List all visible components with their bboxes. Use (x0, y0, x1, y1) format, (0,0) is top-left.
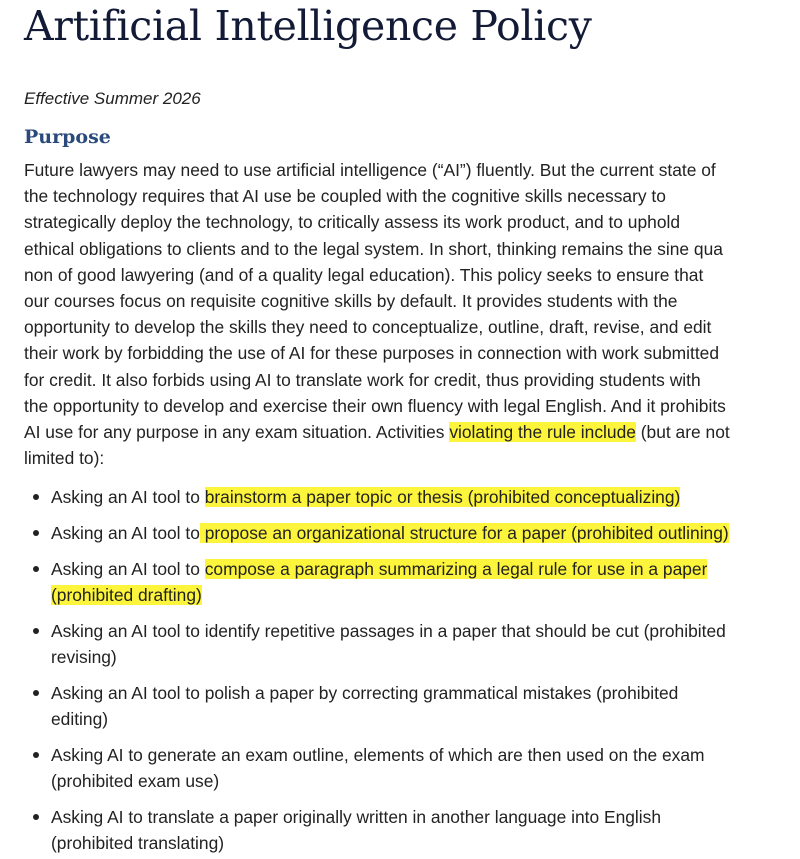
text-line (51, 644, 794, 670)
text-segment: Asking AI to translate a paper originally written in another language into English (51, 807, 662, 827)
prohibited-activities-list (24, 484, 794, 859)
effective-date: Effective Summer 2026 (24, 89, 201, 108)
text-segment: editing) (51, 709, 109, 729)
text-segment: Asking an AI tool to identify repetitive passages in a paper that should be cut (prohibited (51, 621, 726, 641)
text-segment: Asking an AI tool to polish a paper by correcting grammatical mistakes (prohibited (51, 683, 679, 703)
bullet-icon (33, 690, 39, 696)
bullet-icon (33, 494, 39, 500)
text-line (24, 157, 794, 183)
bullet-icon (33, 530, 39, 536)
list-item (24, 618, 794, 670)
text-line (51, 484, 794, 510)
text-segment: the opportunity to develop and exercise their own fluency with legal English. And it prohibits (24, 395, 726, 416)
highlighted-text: compose a paragraph summarizing a legal rule for use in a paper (204, 559, 708, 579)
text-segment: revising) (51, 647, 117, 667)
text-line (24, 183, 794, 209)
text-line (51, 768, 794, 794)
text-segment: for credit. It also forbids using AI to translate work for credit, thus providing students with (24, 369, 701, 390)
text-line (24, 236, 794, 262)
bullet-icon (33, 628, 39, 634)
list-item (24, 680, 794, 732)
text-line (51, 556, 794, 582)
text-segment: strategically deploy the technology, to critically assess its work product, and to uphold (24, 212, 681, 233)
text-segment: Asking an AI tool to (51, 559, 205, 579)
list-item (24, 742, 794, 794)
text-line (24, 262, 794, 288)
text-segment: non of good lawyering (and of a quality legal education). This policy seeks to ensure that (24, 264, 704, 285)
purpose-paragraph (24, 157, 794, 471)
text-segment: opportunity to develop the skills they need to conceptualize, outline, draft, revise, and edit (24, 317, 712, 338)
text-line (24, 367, 794, 393)
text-segment: AI use for any purpose in any exam situation. Activities (24, 422, 450, 443)
text-segment: Future lawyers may need to use artificial intelligence (“AI”) fluently. But the current state of (24, 160, 716, 180)
highlighted-text: propose an organizational structure for a paper (prohibited outlining) (199, 523, 729, 543)
text-segment: limited to): (24, 448, 105, 469)
text-line (24, 288, 794, 314)
bullet-icon (33, 814, 39, 820)
text-line (51, 680, 794, 706)
bullet-icon (33, 752, 39, 758)
text-line (51, 520, 794, 546)
list-item (24, 520, 794, 546)
text-segment: our courses focus on requisite cognitive skills by default. It provides students with the (24, 291, 678, 312)
text-segment: their work by forbidding the use of AI for these purposes in connection with work submitted (24, 343, 720, 364)
text-line (51, 830, 794, 856)
text-line (51, 618, 794, 644)
text-line (51, 742, 794, 768)
text-line (24, 419, 794, 445)
text-segment: Asking an AI tool to (51, 523, 200, 543)
purpose-heading: Purpose (24, 126, 111, 148)
bullet-icon (33, 566, 39, 572)
text-line (24, 445, 794, 471)
text-line (51, 804, 794, 830)
text-line (24, 209, 794, 235)
list-item (24, 484, 794, 510)
text-line (24, 340, 794, 366)
text-segment: (prohibited translating) (51, 833, 225, 853)
highlighted-text: violating the rule include (449, 422, 636, 443)
highlighted-text: (prohibited drafting) (51, 585, 202, 605)
highlighted-text: brainstorm a paper topic or thesis (prohibited conceptualizing) (204, 487, 681, 507)
list-item (24, 804, 794, 856)
text-segment: (prohibited exam use) (51, 771, 220, 791)
text-segment: Asking AI to generate an exam outline, elements of which are then used on the exam (51, 745, 705, 765)
list-item (24, 556, 794, 608)
text-segment: ethical obligations to clients and to the legal system. In short, thinking remains the sine qua (24, 238, 723, 259)
text-line (51, 582, 794, 608)
text-line (24, 393, 794, 419)
text-segment: (but are not (635, 422, 730, 443)
text-line (24, 314, 794, 340)
page-title: Artificial Intelligence Policy (24, 2, 592, 50)
text-segment: the technology requires that AI use be coupled with the cognitive skills necessary to (24, 186, 666, 207)
text-segment: Asking an AI tool to (51, 487, 205, 507)
text-line (51, 706, 794, 732)
